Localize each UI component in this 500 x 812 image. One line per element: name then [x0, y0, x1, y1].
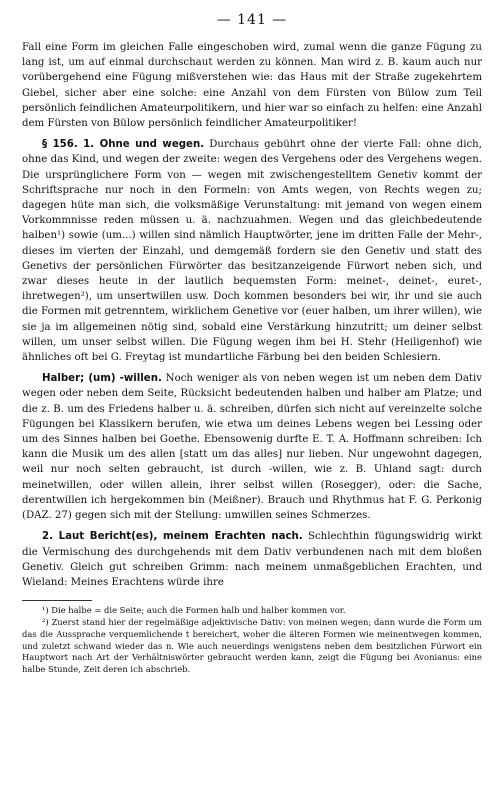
book-page — [22, 12, 482, 676]
page-number: — 141 — — [216, 12, 288, 28]
paragraph-continuation: Fall eine Form im gleichen Falle eingeschoben wird, zumal wenn die ganze Fügung zu lang ist, um auf einmal durchschaut werden zu können. Man wird z. B. kaum auch nur vorübergehend eine Fügung mißverstehen wie: das Haus mit der Straße zugekehrtem Giebel, sicher aber eine solche: eine Anzahl von dem Fürsten von Bülow zum Teil persönlich feindlichen Amateurpolitikern, und hier war so einfach zu helfen: eine Anzahl dem Fürsten von Bülow persönlich feindlicher Amateurpolitiker! — [22, 42, 482, 130]
section-text: Noch weniger als von neben wegen ist um neben dem Dativ wegen oder neben dem Seite, Rücksicht bedeutenden halben und halber am Platze; und die z. B. um des Friedens halber u. ä. schreiben, dürfen sich nicht auf vereinzelte solche Fügungen bei Klassikern berufen, wie etwa um deines Lebens wegen bei Lessing oder um des Sinnes halben bei Goethe. Ebensowenig durfte E. T. A. Hoffmann schreiben: Ich kann die Musik um des allen [statt um das alles] nur lieben. Nur ungewohnt dagegen, weil nur noch selten gebraucht, ist durch -willen, wie z. B. Uhland sagt: durch meinetwillen, oder willen allein, ihrer selbst willen (Rosegger), oder: die Sache, derentwillen ich hergekommen bin (Meißner). Brauch und Rhythmus hat F. G. Perkonig (DAZ. 27) gegen sich mit der Stellung: umwillen seines Schmerzes. — [22, 373, 482, 522]
section-156-paragraph — [22, 137, 482, 365]
section-heading: § 156. 1. Ohne und wegen. — [42, 139, 205, 151]
footnote-divider — [22, 600, 92, 601]
footnote-2: ²) Zuerst stand hier der regelmäßige adjektivische Dativ: von meinen wegen; dann wurde die Form um das die Aussprache verquemlichende t bereichert, woher die älteren Formen wie meinentwegen kommen, und zuletzt schwand wieder das n. Wie auch neuerdings wenigstens neben dem besitzlichen Fürwort ein Hauptwort nach Art der Verhältniswörter gebraucht werden kann, zeigt die Fügung bei Avonianus: eine halbe Stunde, Zeit deren ich abschrieb. — [22, 616, 482, 675]
laut-bericht-paragraph — [22, 529, 482, 590]
section-heading: 2. Laut Bericht(es), meinem Erachten nach. — [42, 531, 303, 543]
section-text: Durchaus gebührt ohne der vierte Fall: ohne dich, ohne das Kind, und wegen der zweite: wegen des Vergehens oder des Vergehens wegen. Die ursprünglichere Form von — wegen mit zwischengestelltem Genetiv kommt der Schriftsprache nur noch in den Formeln: von Amts wegen, von Rechts wegen zu; dagegen hüte man sich, die volksmäßige Verunstaltung: mit jemand von wegen einem Vorkommnisse reden müssen u. ä. nachzuahmen. Wegen und das gleichbedeutende halben¹) sowie (um...) willen sind nämlich Hauptwörter, jene im dritten Falle der Mehr-, dieses im vierten der Einzahl, und demgemäß fordern sie den Genetiv und statt des Genetivs der persönlichen Fürwörter das besitzanzeigende Fürwort neben sich, und zwar dieses heute in der lautlich bequemsten Form: meinet-, deinet-, euret-, ihretwegen²), um unsertwillen usw. Doch kommen besonders bei wir, ihr und sie auch die Formen mit getrenntem, wirklichem Genetive vor (euer halben, um ihrer willen), wie sie ja im allgemeinen nötig sind, sobald eine Verstärkung hinzutritt; um deiner selbst willen, um unser selbst willen. Die Fügung wegen ihm bei H. Stehr (Heiligenhof) wie ähnliches oft bei G. Freytag ist mundartliche Färbung bei den beiden Schlesiern. — [22, 139, 482, 364]
section-heading: Halber; (um) -willen. — [42, 373, 162, 385]
section-text: Schlechthin fügungswidrig wirkt die Vermischung des durchgehends mit dem Dativ verbundenen nach mit dem bloßen Genetiv. Gleich gut schreiben Grimm: nach meinem unmaßgeblichen Erachten, und Wieland: Meines Erachtens würde ihre — [22, 531, 483, 588]
halber-willen-paragraph — [22, 371, 482, 523]
footnote-1: ¹) Die halbe = die Seite; auch die Formen halb und halber kommen vor. — [42, 605, 346, 616]
